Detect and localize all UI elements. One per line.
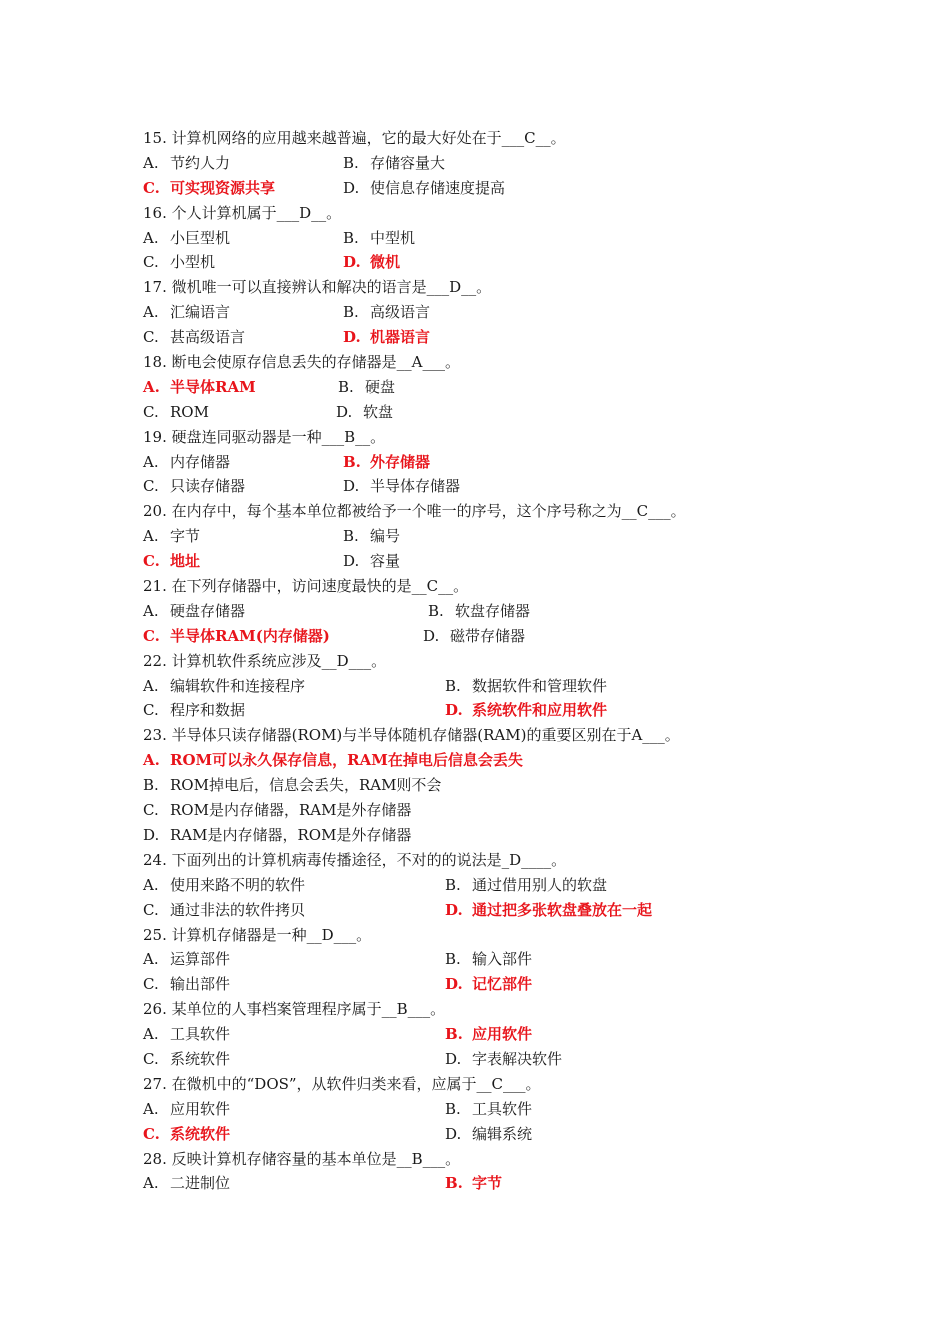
option: [143, 325, 245, 350]
option-letter: A.: [143, 377, 160, 396]
option-letter: A.: [143, 1025, 159, 1044]
answer-option: [143, 549, 200, 574]
option-text: 系统软件: [170, 1124, 231, 1143]
option-row: [143, 599, 903, 624]
option-text: 编号: [370, 527, 401, 546]
option: [343, 549, 400, 574]
answer-option: [343, 250, 400, 275]
option: [445, 1097, 532, 1122]
option-text: 使用来路不明的软件: [170, 875, 306, 894]
answer-option: [343, 325, 430, 350]
option-letter: A.: [143, 1174, 159, 1193]
option: [143, 947, 230, 972]
option-row: [143, 972, 903, 997]
option-text: 使信息存储速度提高: [370, 178, 506, 197]
option-letter: D.: [445, 1124, 462, 1143]
option-letter: B.: [428, 601, 444, 620]
option-text: 可实现资源共享: [170, 178, 276, 197]
option-row: [143, 1047, 903, 1072]
option-text: 字节: [472, 1174, 503, 1193]
option-letter: A.: [143, 601, 159, 620]
option-letter: B.: [445, 1174, 463, 1193]
option-letter: D.: [445, 900, 463, 919]
option-text: 系统软件和应用软件: [472, 701, 608, 720]
question-stem: 27. 在微机中的“DOS”，从软件归类来看，应属于__C___。: [143, 1074, 541, 1093]
question-stem: 17. 微机唯一可以直接辨认和解决的语言是___D__。: [143, 278, 492, 297]
option-row: [143, 873, 903, 898]
option: [143, 474, 245, 499]
option-text: 应用软件: [170, 1099, 231, 1118]
option-letter: B.: [445, 875, 461, 894]
option-row: [143, 474, 903, 499]
option-letter: A.: [143, 153, 159, 172]
option-letter: A.: [143, 452, 159, 471]
option-text: 通过把多张软盘叠放在一起: [472, 900, 653, 919]
option-row: [143, 898, 903, 923]
option-line: [143, 773, 903, 798]
option: [143, 250, 215, 275]
answer-option: [143, 375, 256, 400]
option-row: [143, 176, 903, 201]
question-stem: 26. 某单位的人事档案管理程序属于__B___。: [143, 1000, 446, 1019]
option-text: 输出部件: [170, 975, 231, 994]
option-letter: A.: [143, 1099, 159, 1118]
question-stem: 18. 断电会使原存信息丢失的存储器是__A___。: [143, 353, 460, 372]
option-text: 编辑系统: [472, 1124, 533, 1143]
option-letter: C.: [143, 328, 159, 347]
option-text: 甚高级语言: [170, 328, 246, 347]
option-letter: B.: [343, 452, 361, 471]
question-stem: 20. 在内存中，每个基本单位都被给予一个唯一的序号，这个序号称之为__C___。: [143, 502, 686, 521]
option-text: 内存储器: [170, 452, 231, 471]
question-stem: 22. 计算机软件系统应涉及__D___。: [143, 651, 387, 670]
option: [343, 151, 445, 176]
option-text: 硬盘: [365, 377, 396, 396]
option-text: 小巨型机: [170, 228, 231, 247]
option-letter: B.: [445, 1025, 463, 1044]
option-text: 工具软件: [472, 1099, 533, 1118]
answer-option: [445, 1022, 532, 1047]
option: [423, 624, 525, 649]
option-text: 运算部件: [170, 950, 231, 969]
option-line: [143, 798, 903, 823]
option-text: ROM可以永久保存信息，RAM在掉电后信息会丢失: [170, 751, 523, 770]
question-stem: 15. 计算机网络的应用越来越普遍，它的最大好处在于___C__。: [143, 129, 566, 147]
option-letter: A.: [143, 228, 159, 247]
question-list: [143, 126, 903, 1196]
option-text: 字表解决软件: [472, 1049, 563, 1068]
option: [143, 776, 441, 794]
option-row: [143, 624, 903, 649]
option: [343, 176, 505, 201]
option: [428, 599, 530, 624]
option-row: [143, 375, 903, 400]
option-letter: D.: [445, 701, 463, 720]
option-text: 半导体存储器: [370, 477, 461, 496]
option-row: [143, 1097, 903, 1122]
option-letter: B.: [343, 228, 359, 247]
answer-option: [143, 624, 330, 649]
option-text: ROM掉电后，信息会丢失，RAM则不会: [170, 776, 442, 795]
option: [445, 1122, 532, 1147]
option: [143, 524, 200, 549]
option-text: 二进制位: [170, 1174, 231, 1193]
option-letter: D.: [343, 552, 360, 571]
option-letter: C.: [143, 1049, 159, 1068]
option-text: ROM: [170, 402, 209, 421]
option-letter: C.: [143, 178, 160, 197]
option-line: [143, 748, 903, 773]
option-line: [143, 823, 903, 848]
option: [143, 1022, 230, 1047]
option: [338, 375, 395, 400]
option-row: [143, 226, 903, 251]
option-letter: A.: [143, 751, 160, 770]
option: [445, 674, 607, 699]
option-letter: D.: [343, 253, 361, 272]
option-row: [143, 300, 903, 325]
option-row: [143, 698, 903, 723]
option-letter: A.: [143, 303, 159, 322]
option: [143, 1097, 230, 1122]
option-letter: C.: [143, 477, 159, 496]
option-letter: B.: [445, 676, 461, 695]
option-text: 中型机: [370, 228, 416, 247]
option-text: 软盘: [363, 402, 394, 421]
option: [143, 151, 230, 176]
option-text: 半导体RAM(内存储器): [170, 626, 330, 645]
option: [343, 524, 400, 549]
option-letter: C.: [143, 253, 159, 272]
option-letter: C.: [143, 975, 159, 994]
option: [143, 698, 245, 723]
option-row: [143, 1122, 903, 1147]
option-text: 程序和数据: [170, 701, 246, 720]
option: [143, 972, 230, 997]
option-row: [143, 325, 903, 350]
option-letter: C.: [143, 701, 159, 720]
option: [143, 826, 411, 844]
answer-option: [445, 698, 607, 723]
option: [143, 801, 411, 819]
option-letter: B.: [445, 1099, 461, 1118]
option-row: [143, 400, 903, 425]
question-stem: 23. 半导体只读存储器(ROM)与半导体随机存储器(RAM)的重要区别在于A___。: [143, 726, 680, 745]
option-letter: B.: [338, 377, 354, 396]
option-letter: B.: [343, 153, 359, 172]
option-letter: C.: [143, 900, 159, 919]
question-stem: 16. 个人计算机属于___D__。: [143, 203, 342, 222]
option-text: 存储容量大: [370, 153, 446, 172]
option-text: 小型机: [170, 253, 216, 272]
option-letter: D.: [423, 626, 440, 645]
option-text: ROM是内存储器，RAM是外存储器: [170, 801, 412, 820]
option-row: [143, 549, 903, 574]
option-text: 硬盘存储器: [170, 601, 246, 620]
option: [336, 400, 393, 425]
option-text: 通过非法的软件拷贝: [170, 900, 306, 919]
option-letter: B.: [445, 950, 461, 969]
option: [143, 599, 245, 624]
question-stem: 24. 下面列出的计算机病毒传播途径，不对的的说法是_D____。: [143, 850, 567, 869]
option-text: 汇编语言: [170, 303, 231, 322]
option: [143, 450, 230, 475]
option-letter: C.: [143, 626, 160, 645]
option-letter: B.: [343, 527, 359, 546]
option-text: 输入部件: [472, 950, 533, 969]
option-text: 编辑软件和连接程序: [170, 676, 306, 695]
option-text: 机器语言: [370, 328, 431, 347]
option-text: 微机: [370, 253, 401, 272]
option: [143, 674, 305, 699]
option-row: [143, 947, 903, 972]
option: [143, 1047, 230, 1072]
option: [445, 873, 607, 898]
option-text: 应用软件: [472, 1025, 533, 1044]
option: [343, 300, 430, 325]
option: [143, 400, 209, 425]
option-letter: D.: [336, 402, 353, 421]
option-row: [143, 250, 903, 275]
option-text: 外存储器: [370, 452, 431, 471]
answer-option: [343, 450, 430, 475]
question-stem: 25. 计算机存储器是一种__D___。: [143, 925, 372, 944]
option-text: 磁带存储器: [450, 626, 526, 645]
option-letter: B.: [143, 776, 159, 795]
option-letter: A.: [143, 676, 159, 695]
option-letter: C.: [143, 402, 159, 421]
option-letter: C.: [143, 1124, 160, 1143]
answer-option: [445, 1171, 502, 1196]
option-row: [143, 450, 903, 475]
option-letter: D.: [343, 477, 360, 496]
option-letter: C.: [143, 552, 160, 571]
option-row: [143, 524, 903, 549]
option-text: RAM是内存储器，ROM是外存储器: [170, 825, 412, 844]
answer-option: [445, 898, 652, 923]
option-text: 数据软件和管理软件: [472, 676, 608, 695]
option-letter: A.: [143, 875, 159, 894]
option-text: 字节: [170, 527, 201, 546]
option-text: 工具软件: [170, 1025, 231, 1044]
option: [143, 898, 305, 923]
option-letter: D.: [343, 328, 361, 347]
option-text: 高级语言: [370, 303, 431, 322]
option-text: 地址: [170, 552, 201, 571]
option-text: 通过借用别人的软盘: [472, 875, 608, 894]
option-letter: D.: [143, 825, 160, 844]
option: [143, 1171, 230, 1196]
answer-option: [143, 751, 523, 769]
option-letter: D.: [343, 178, 360, 197]
question-stem: 28. 反映计算机存储容量的基本单位是__B___。: [143, 1149, 461, 1168]
option-text: 节约人力: [170, 153, 231, 172]
option-text: 半导体RAM: [170, 377, 256, 396]
option: [343, 474, 460, 499]
option: [143, 873, 305, 898]
answer-option: [143, 176, 275, 201]
option-letter: D.: [445, 1049, 462, 1068]
option-letter: A.: [143, 527, 159, 546]
option-letter: D.: [445, 975, 463, 994]
question-stem: 21. 在下列存储器中，访问速度最快的是__C__。: [143, 577, 469, 596]
option-letter: B.: [343, 303, 359, 322]
option: [143, 226, 230, 251]
option-letter: C.: [143, 801, 159, 820]
answer-option: [445, 972, 532, 997]
option: [343, 226, 415, 251]
option-row: [143, 1022, 903, 1047]
option-row: [143, 674, 903, 699]
option-text: 容量: [370, 552, 401, 571]
option-text: 软盘存储器: [455, 601, 531, 620]
question-stem: 19. 硬盘连同驱动器是一种___B__。: [143, 427, 386, 446]
option-text: 只读存储器: [170, 477, 246, 496]
option-text: 系统软件: [170, 1049, 231, 1068]
option: [445, 1047, 562, 1072]
option: [143, 300, 230, 325]
option-row: [143, 1171, 903, 1196]
option: [445, 947, 532, 972]
option-row: [143, 151, 903, 176]
option-letter: A.: [143, 950, 159, 969]
option-text: 记忆部件: [472, 975, 533, 994]
answer-option: [143, 1122, 230, 1147]
